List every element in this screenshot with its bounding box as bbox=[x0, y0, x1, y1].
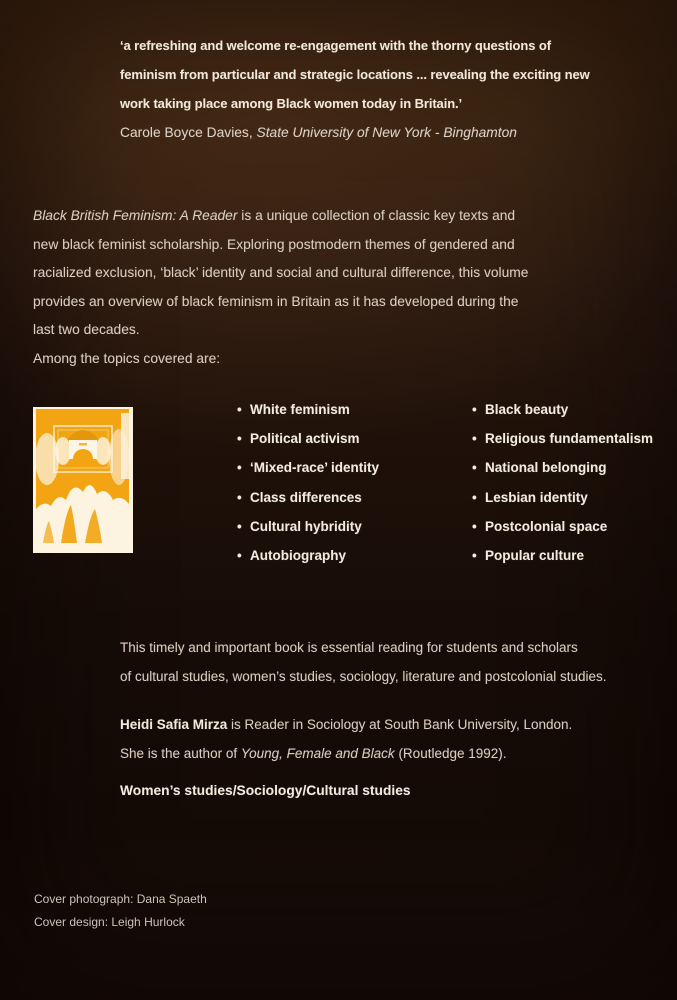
bullet-icon: • bbox=[472, 489, 477, 505]
topic-item bbox=[237, 519, 379, 548]
topics-intro: Among the topics covered are: bbox=[33, 350, 221, 366]
topic-item bbox=[237, 460, 379, 489]
author-name: Heidi Safia Mirza bbox=[120, 717, 228, 732]
bullet-icon: • bbox=[237, 431, 242, 447]
topic-label: Religious fundamentalism bbox=[485, 431, 654, 447]
bullet-icon: • bbox=[237, 547, 242, 563]
description-line: new black feminist scholarship. Exploring postmodern themes of gendered and bbox=[33, 236, 515, 252]
bullet-icon: • bbox=[472, 547, 477, 563]
author-bio-line bbox=[120, 710, 572, 739]
book-title: Black British Feminism: A Reader bbox=[33, 208, 238, 223]
cover-photo-thumbnail bbox=[33, 407, 133, 553]
author-bio-text: (Routledge 1992). bbox=[394, 746, 507, 761]
author-bio-text: She is the author of bbox=[120, 746, 241, 761]
book-description bbox=[33, 202, 528, 374]
topic-item bbox=[237, 402, 379, 431]
topic-label: Black beauty bbox=[485, 402, 569, 417]
description-line: last two decades. bbox=[33, 322, 140, 338]
bullet-icon: • bbox=[237, 460, 242, 476]
topic-item bbox=[472, 431, 653, 460]
description-line: racialized exclusion, ‘black’ identity and social and cultural difference, this volume bbox=[33, 265, 529, 281]
topic-item bbox=[472, 460, 653, 489]
description-line: provides an overview of black feminism in Britain as it has developed during the bbox=[33, 293, 519, 309]
reviewer-affiliation: State University of New York - Binghamton bbox=[256, 125, 517, 140]
quote-attribution bbox=[120, 118, 590, 147]
topic-item bbox=[472, 548, 653, 577]
author-bio bbox=[120, 710, 572, 768]
topic-label: ‘Mixed-race’ identity bbox=[250, 460, 380, 476]
audience-line: of cultural studies, women’s studies, sociology, literature and postcolonial studies. bbox=[120, 669, 607, 684]
bullet-icon: • bbox=[237, 402, 242, 417]
audience-paragraph bbox=[120, 633, 607, 691]
bullet-icon: • bbox=[472, 460, 477, 476]
topic-item bbox=[237, 548, 379, 577]
bullet-icon: • bbox=[237, 518, 242, 534]
bullet-icon: • bbox=[472, 402, 477, 417]
bullet-icon: • bbox=[237, 489, 242, 505]
topic-item bbox=[472, 519, 653, 548]
quote-line: feminism from particular and strategic locations ... revealing the exciting new bbox=[120, 67, 590, 82]
description-line bbox=[33, 202, 528, 231]
bullet-icon: • bbox=[472, 431, 477, 447]
topic-item bbox=[472, 490, 653, 519]
description-text: is a unique collection of classic key texts and bbox=[237, 208, 516, 223]
audience-line: This timely and important book is essential reading for students and scholars bbox=[120, 640, 578, 655]
topics-list-right bbox=[472, 402, 653, 577]
topic-label: Popular culture bbox=[485, 547, 585, 563]
shelf-categories: Women’s studies/Sociology/Cultural studies bbox=[120, 783, 411, 798]
review-quote bbox=[120, 31, 590, 147]
previous-book-title: Young, Female and Black bbox=[240, 746, 395, 761]
topic-item bbox=[237, 431, 379, 460]
topic-label: Cultural hybridity bbox=[250, 518, 362, 534]
design-credit: Cover design: Leigh Hurlock bbox=[34, 914, 185, 929]
topic-item bbox=[237, 490, 379, 519]
photo-credit: Cover photograph: Dana Spaeth bbox=[34, 892, 207, 906]
bullet-icon: • bbox=[472, 518, 477, 534]
topic-label: Lesbian identity bbox=[485, 489, 588, 505]
topic-item bbox=[472, 402, 653, 431]
topic-label: White feminism bbox=[250, 402, 350, 417]
topic-label: Autobiography bbox=[250, 547, 346, 563]
topic-label: Postcolonial space bbox=[485, 518, 608, 534]
topic-label: National belonging bbox=[485, 460, 607, 476]
quote-line: work taking place among Black women today in Britain.’ bbox=[120, 96, 463, 111]
topic-label: Political activism bbox=[250, 431, 360, 447]
topics-list-left bbox=[237, 402, 379, 577]
author-bio-line bbox=[120, 739, 572, 768]
cover-credits bbox=[34, 888, 207, 933]
topic-label: Class differences bbox=[250, 489, 362, 505]
reviewer-name: Carole Boyce Davies, bbox=[120, 125, 257, 140]
author-bio-text: is Reader in Sociology at South Bank University, London. bbox=[227, 717, 573, 732]
quote-line: ‘a refreshing and welcome re-engagement with the thorny questions of bbox=[120, 38, 551, 53]
